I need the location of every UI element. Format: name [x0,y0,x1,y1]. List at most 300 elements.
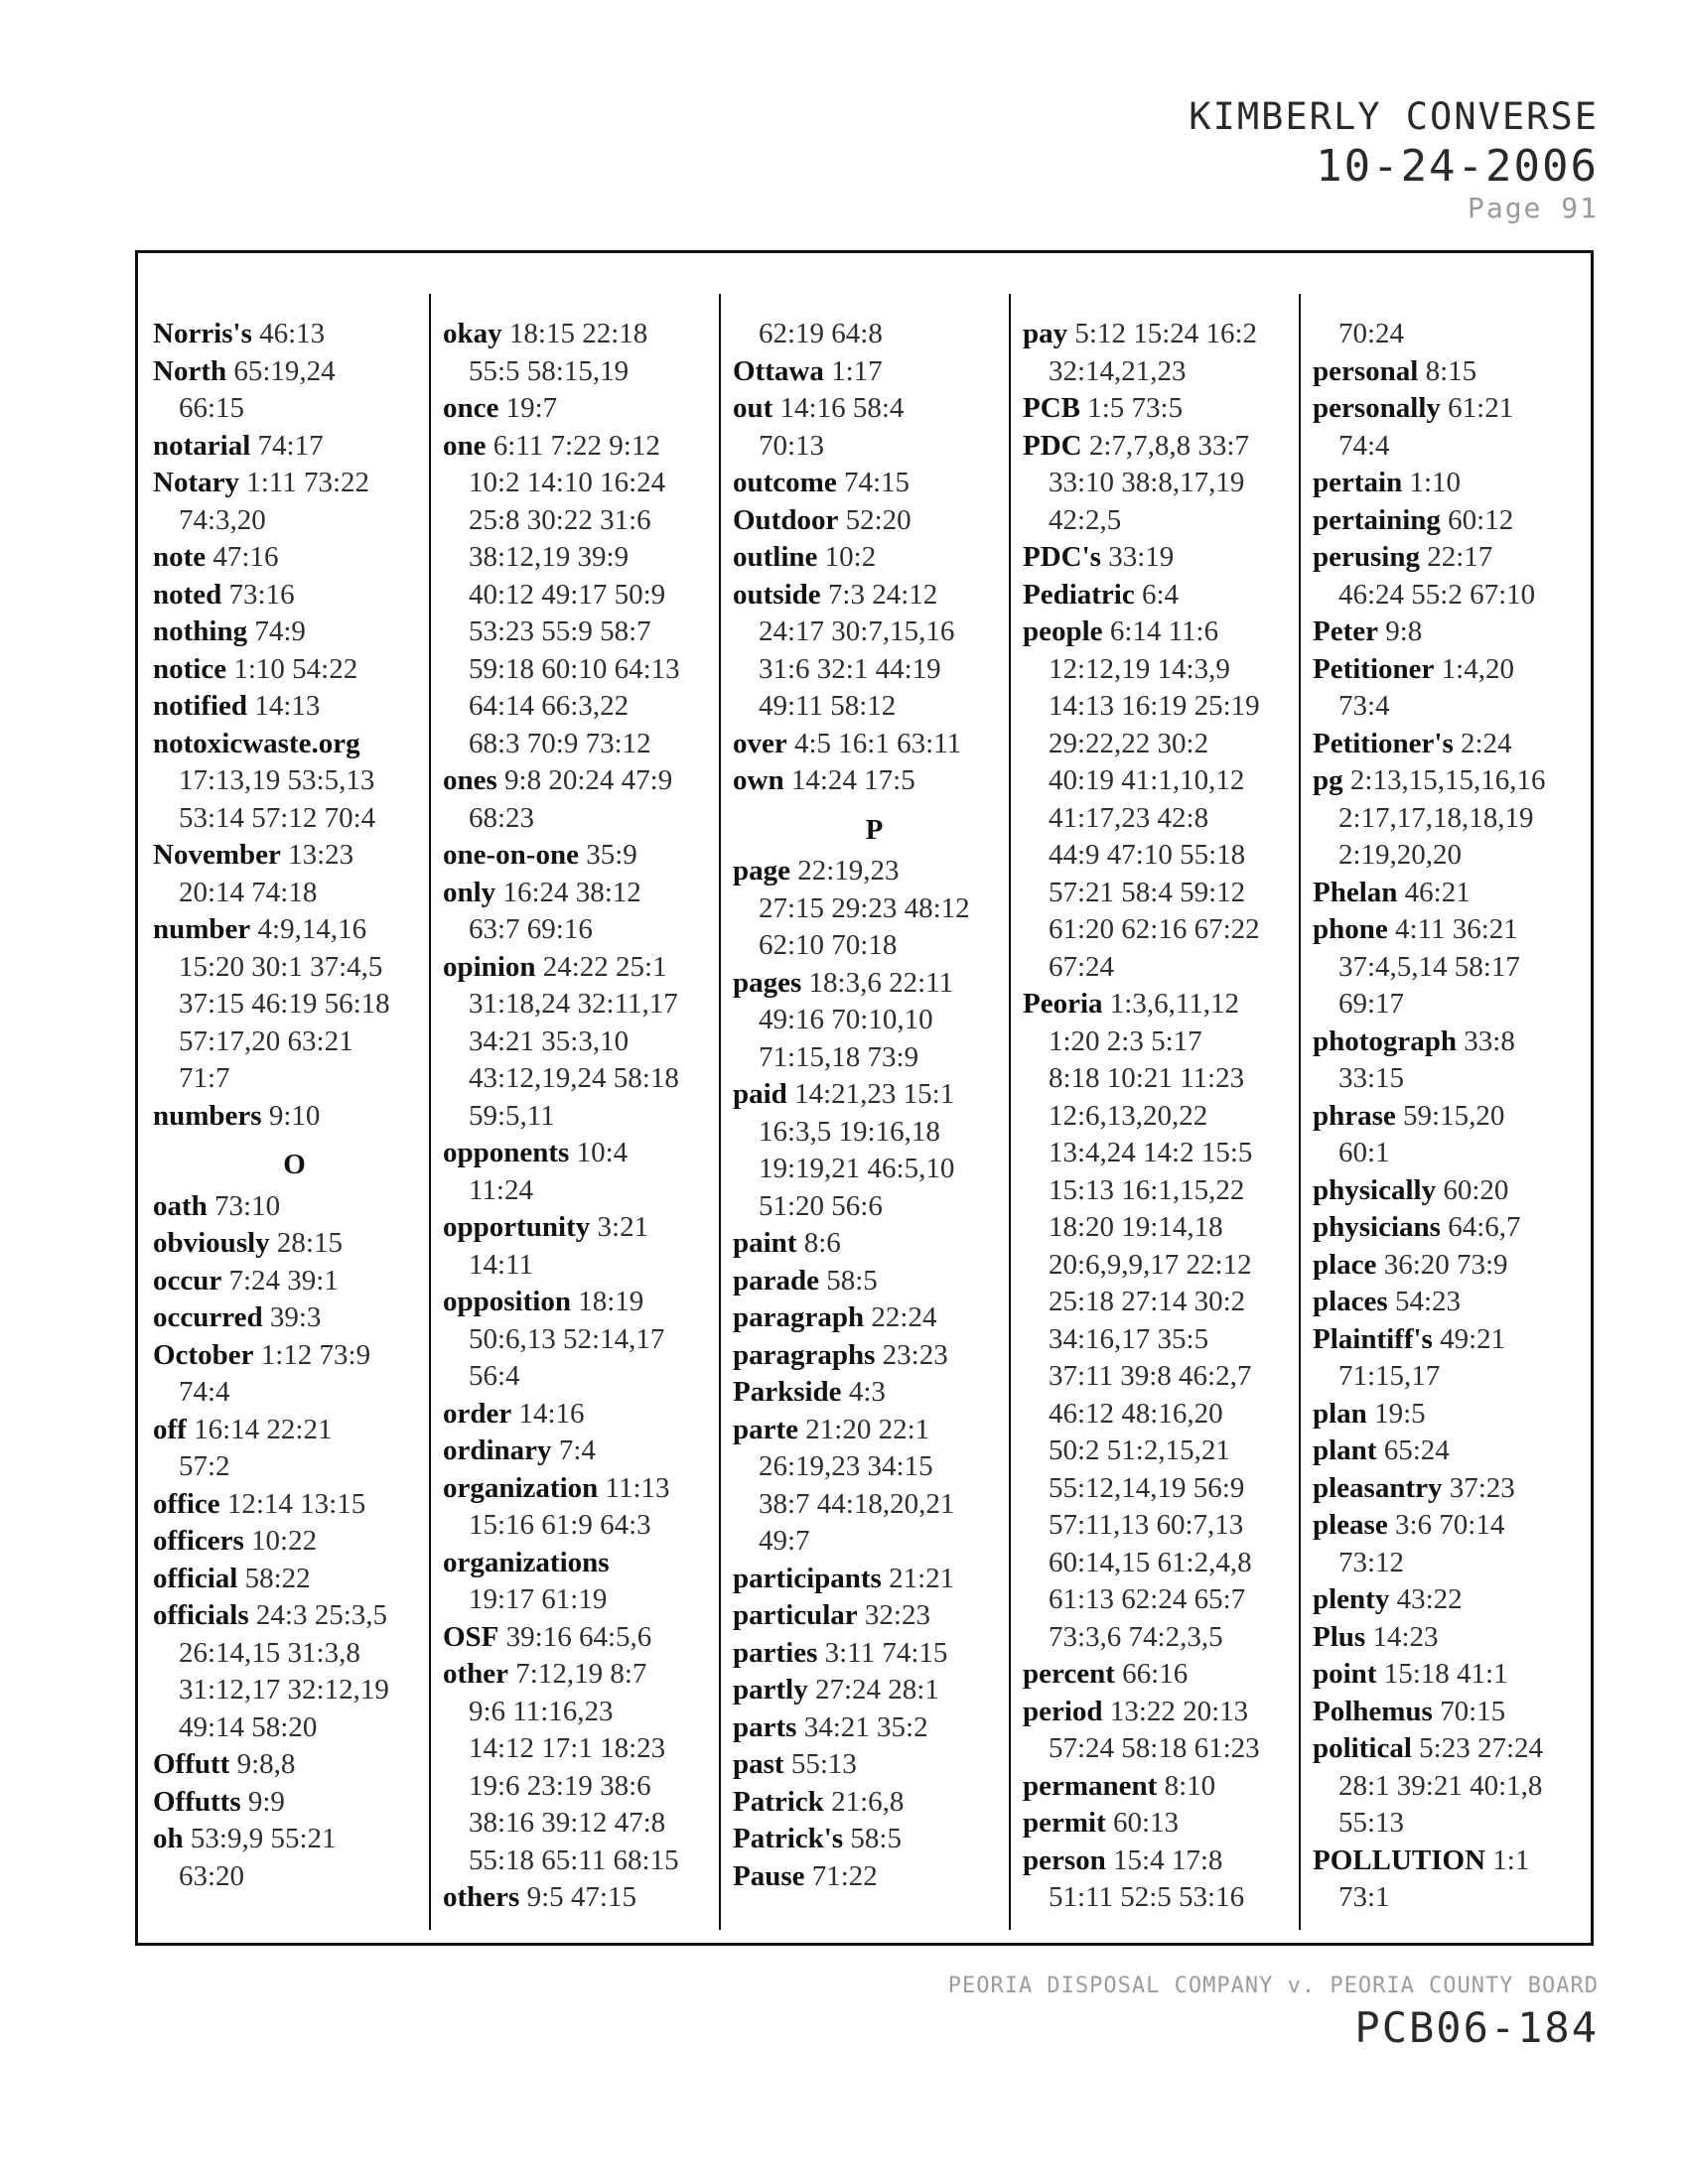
page-line-refs: 32:14,21,23 [1049,354,1187,387]
index-entry [153,316,436,353]
index-entry-continuation [153,1060,436,1098]
page-line-refs: 10:2 14:10 16:24 [469,467,666,498]
index-entry [1313,465,1596,502]
page-line-refs: 34:16,17 35:5 [1049,1322,1209,1355]
index-term: Notary [153,467,239,498]
page-line-refs: 53:14 57:12 70:4 [179,801,376,834]
page-line-refs: 56:4 [469,1360,520,1392]
index-entry-continuation [1313,1135,1596,1172]
page-line-refs: 2:19,20,20 [1338,839,1463,871]
page-number: Page 91 [1467,192,1599,224]
page-line-refs: 1:12 73:9 [260,1338,371,1371]
page-line-refs: 74:17 [257,429,324,462]
index-entry [443,837,726,875]
index-entry-continuation [1023,465,1306,502]
index-entry-continuation [1023,1060,1306,1098]
page-line-refs: 31:18,24 32:11,17 [469,988,678,1020]
page-line-refs: 12:12,19 14:3,9 [1049,652,1230,685]
page-line-refs: 53:9,9 55:21 [190,1823,337,1854]
index-entry [733,1412,1016,1449]
index-term: Pediatric [1023,578,1135,611]
page-line-refs: 49:11 58:12 [759,690,897,722]
page-line-refs: 17:13,19 53:5,13 [179,764,375,796]
index-term: Pause [733,1859,805,1892]
page-line-refs: 35:9 [586,839,637,871]
page-line-refs: 12:6,13,20,22 [1049,1099,1208,1132]
index-entry [153,1188,436,1226]
index-entry-continuation [1023,353,1306,391]
index-entry-continuation [1313,1805,1596,1843]
index-term: pertain [1313,467,1403,498]
index-term: paint [733,1227,797,1259]
page-line-refs: 1:11 73:22 [246,467,370,498]
index-entry-continuation [733,1486,1016,1524]
index-term: Offutt [153,1748,230,1780]
index-term: one [443,429,487,462]
page-line-refs: 21:21 [889,1562,955,1594]
index-entry-continuation [443,1694,726,1731]
page-line-refs: 24:3 25:3,5 [255,1599,388,1631]
page-line-refs: 20:14 74:18 [179,876,318,908]
page-line-refs: 43:12,19,24 58:18 [469,1062,679,1094]
index-entry [733,1858,1016,1896]
index-entry-continuation [443,465,726,502]
index-term: people [1023,615,1103,647]
index-entry [1023,1805,1306,1843]
index-column-4 [1023,316,1306,1917]
page-line-refs: 74:3,20 [179,503,266,536]
page-line-refs: 73:12 [1338,1546,1405,1578]
index-entry-continuation [443,726,726,763]
page-line-refs: 74:15 [843,467,910,498]
index-entry-continuation [443,1805,726,1843]
page-line-refs: 38:7 44:18,20,21 [759,1487,955,1520]
index-term: paragraph [733,1301,865,1333]
index-term: plan [1313,1397,1367,1430]
index-term: Phelan [1313,876,1398,908]
page-line-refs: 8:18 10:21 11:23 [1049,1062,1245,1094]
index-term: other [443,1658,509,1690]
index-term: opposition [443,1286,571,1317]
page-line-refs: 53:23 55:9 58:7 [469,615,651,647]
index-entry [153,614,436,651]
index-entry [1313,1209,1596,1247]
index-entry-continuation [1313,1879,1596,1917]
index-entry [153,1337,436,1375]
page-line-refs: 9:8 [1385,615,1423,647]
page-line-refs: 46:24 55:2 67:10 [1338,578,1536,611]
index-entry-continuation [1023,1321,1306,1359]
index-entry-continuation [1023,1507,1306,1545]
index-entry-continuation [1313,1545,1596,1582]
index-entry [153,465,436,502]
case-number: PCB06-184 [1354,2003,1599,2052]
index-entry-continuation [1313,577,1596,614]
index-term: oh [153,1823,184,1854]
page-line-refs: 1:1 [1492,1843,1530,1876]
index-entry-continuation [443,1321,726,1359]
page-line-refs: 19:6 23:19 38:6 [469,1769,651,1802]
index-entry [443,1433,726,1470]
index-entry-continuation [1023,1879,1306,1917]
index-term: officials [153,1599,249,1631]
page-line-refs: 42:2,5 [1049,503,1122,536]
page-line-refs: 15:4 17:8 [1113,1843,1223,1876]
index-entry-continuation [1023,1730,1306,1768]
page-line-refs: 3:21 [597,1211,649,1243]
index-entry-continuation [443,1768,726,1806]
index-entry [1313,1284,1596,1321]
index-entry [1313,1396,1596,1433]
index-entry-continuation [153,390,436,428]
index-term: person [1023,1843,1106,1876]
index-term: physicians [1313,1211,1441,1243]
page-line-refs: 58:5 [826,1264,878,1297]
index-term: PDC [1023,429,1082,462]
page-line-refs: 40:12 49:17 50:9 [469,578,666,611]
index-entry [443,1396,726,1433]
index-entry-continuation [1023,688,1306,726]
page-line-refs: 61:20 62:16 67:22 [1049,913,1260,945]
page-line-refs: 24:17 30:7,15,16 [759,615,955,647]
index-entry [1313,1656,1596,1694]
index-term: Petitioner [1313,652,1435,685]
index-entry-continuation [153,1374,436,1412]
index-term: October [153,1338,254,1371]
page-line-refs: 69:17 [1338,988,1405,1020]
index-entry-continuation [1023,911,1306,949]
index-entry [1313,651,1596,689]
index-entry [1023,1843,1306,1880]
page-line-refs: 39:16 64:5,6 [505,1620,652,1653]
index-entry [1313,502,1596,540]
index-term: Outdoor [733,503,839,536]
index-term: notoxicwaste.org [153,727,360,759]
page-line-refs: 50:2 51:2,15,21 [1049,1434,1230,1466]
page-line-refs: 37:15 46:19 56:18 [179,988,390,1020]
index-entry [1313,762,1596,800]
index-entry [153,1263,436,1300]
page-line-refs: 55:12,14,19 56:9 [1049,1471,1245,1504]
index-entry [1313,1433,1596,1470]
index-entry [733,577,1016,614]
index-entry [1023,577,1306,614]
page-line-refs: 8:6 [803,1227,841,1259]
index-entry-continuation [1023,1284,1306,1321]
page-line-refs: 33:19 [1108,541,1175,573]
page-line-refs: 63:7 69:16 [469,913,593,945]
index-term: pertaining [1313,503,1441,536]
index-entry [153,1225,436,1263]
index-entry [1313,875,1596,912]
index-entry-continuation [443,1172,726,1210]
page-line-refs: 74:4 [179,1376,230,1408]
index-entry-continuation [1023,1024,1306,1061]
index-term: Patrick's [733,1823,844,1854]
index-entry [733,1225,1016,1263]
index-term: paid [733,1078,787,1110]
index-term: outline [733,541,818,573]
page-line-refs: 52:20 [845,503,912,536]
page-line-refs: 4:3 [848,1376,886,1408]
index-entry [1023,316,1306,353]
page-line-refs: 9:6 11:16,23 [469,1695,614,1727]
index-entry [733,465,1016,502]
index-entry [153,1784,436,1822]
page-line-refs: 34:21 35:2 [803,1710,928,1743]
index-entry [1313,911,1596,949]
index-term: okay [443,318,502,349]
index-entry-continuation [1313,837,1596,875]
index-term: off [153,1413,187,1445]
page-line-refs: 34:21 35:3,10 [469,1024,630,1057]
index-term: organization [443,1471,599,1504]
page-line-refs: 18:3,6 22:11 [808,966,954,999]
page-line-refs: 9:9 [247,1785,285,1818]
page-line-refs: 7:4 [558,1434,596,1466]
index-entry-continuation [153,986,436,1024]
page-line-refs: 38:12,19 39:9 [469,541,630,573]
page-line-refs: 59:5,11 [469,1099,555,1132]
index-entry-continuation [1023,800,1306,838]
page-line-refs: 38:16 39:12 47:8 [469,1807,666,1839]
index-entry-continuation [1023,726,1306,763]
index-entry-continuation [443,1024,726,1061]
index-term: number [153,913,251,945]
index-term: outcome [733,467,837,498]
index-term: Norris's [153,318,252,349]
index-entry [1313,353,1596,391]
page-line-refs: 43:22 [1396,1583,1463,1615]
index-term: perusing [1313,541,1420,573]
index-entry [443,1470,726,1508]
index-section-letter: O [283,1149,306,1180]
index-entry [733,1746,1016,1784]
index-entry-continuation [443,1507,726,1545]
index-entry [1313,1098,1596,1136]
index-entry-continuation [1023,1098,1306,1136]
page-line-refs: 60:20 [1443,1173,1509,1206]
index-entry [733,1709,1016,1747]
index-entry [153,1523,436,1561]
index-entry-continuation [1023,1396,1306,1433]
index-term: own [733,764,784,796]
index-column-2 [443,316,726,1917]
index-entry [733,539,1016,577]
index-term: participants [733,1562,882,1594]
index-entry-continuation [153,800,436,838]
index-term: plenty [1313,1583,1390,1615]
page-line-refs: 61:13 62:24 65:7 [1049,1583,1246,1615]
index-entry-continuation [443,1247,726,1285]
page-line-refs: 44:9 47:10 55:18 [1049,839,1246,871]
index-entry-continuation [1023,837,1306,875]
index-term: permit [1023,1807,1106,1839]
deposition-date: 10-24-2006 [1316,141,1599,192]
index-entry-continuation [733,927,1016,965]
page-line-refs: 14:12 17:1 18:23 [469,1732,666,1764]
page-line-refs: 11:13 [605,1471,670,1504]
page-line-refs: 32:23 [864,1599,930,1631]
index-entry-continuation [1313,688,1596,726]
index-entry [733,1597,1016,1635]
index-entry [733,353,1016,391]
index-entry [733,1337,1016,1375]
index-entry-continuation [1023,949,1306,987]
index-term: Polhemus [1313,1695,1433,1727]
index-term: personal [1313,354,1419,387]
page-line-refs: 1:17 [831,354,883,387]
page-line-refs: 27:24 28:1 [814,1674,939,1706]
index-entry-continuation [153,1709,436,1747]
index-entry [1023,614,1306,651]
index-entry-continuation [443,1843,726,1880]
index-entry-continuation [443,353,726,391]
index-term: Peter [1313,615,1378,647]
page-line-refs: 10:4 [576,1137,629,1168]
page-line-refs: 60:1 [1338,1137,1390,1168]
index-entry [1313,1619,1596,1657]
page-line-refs: 2:24 [1460,727,1512,759]
index-entry-continuation [153,1672,436,1709]
index-entry [443,1284,726,1321]
page-line-refs: 4:5 16:1 63:11 [794,727,962,759]
index-entry [443,762,726,800]
page-line-refs: 50:6,13 52:14,17 [469,1322,665,1355]
index-term: page [733,855,790,887]
index-entry [733,390,1016,428]
page-line-refs: 4:11 36:21 [1395,913,1518,945]
index-entry-continuation [1313,428,1596,466]
index-term: percent [1023,1658,1115,1690]
page-line-refs: 1:3,6,11,12 [1109,988,1239,1020]
page-line-refs: 14:11 [469,1248,533,1281]
page-line-refs: 6:11 7:22 9:12 [492,429,660,462]
page-line-refs: 16:3,5 19:16,18 [759,1115,940,1148]
index-term: POLLUTION [1313,1843,1486,1876]
index-entry-continuation [733,688,1016,726]
index-term: order [443,1397,512,1430]
page-line-refs: 58:5 [850,1823,902,1854]
index-term: period [1023,1695,1103,1727]
index-entry-continuation [1313,1768,1596,1806]
page-line-refs: 15:18 41:1 [1383,1658,1508,1690]
page-line-refs: 8:10 [1164,1769,1216,1802]
page-line-refs: 14:13 16:19 25:19 [1049,690,1260,722]
index-term: notarial [153,429,251,462]
page-line-refs: 1:20 2:3 5:17 [1049,1024,1202,1057]
index-entry [1313,1470,1596,1508]
page-line-refs: 15:13 16:1,15,22 [1049,1173,1245,1206]
page-line-refs: 37:4,5,14 58:17 [1338,950,1520,983]
page-line-refs: 57:17,20 63:21 [179,1024,353,1057]
index-term: personally [1313,392,1441,424]
page-line-refs: 9:5 47:15 [526,1881,636,1913]
index-term: phrase [1313,1099,1396,1132]
index-term: out [733,392,773,424]
page-line-refs: 60:13 [1113,1807,1180,1839]
page-line-refs: 55:18 65:11 68:15 [469,1843,679,1876]
index-entry-continuation [1023,1545,1306,1582]
page-line-refs: 57:2 [179,1450,230,1482]
index-term: partly [733,1674,808,1706]
index-term: occurred [153,1301,263,1333]
index-term: notice [153,652,227,685]
page-line-refs: 37:23 [1449,1471,1515,1504]
index-term: Patrick [733,1785,824,1818]
page-line-refs: 54:23 [1394,1286,1462,1317]
page-line-refs: 18:19 [578,1286,644,1317]
index-entry [1313,614,1596,651]
page-line-refs: 39:3 [269,1301,322,1333]
index-entry [1313,390,1596,428]
index-entry [153,1561,436,1598]
index-term: Plaintiff's [1313,1322,1433,1355]
page-line-refs: 10:2 [824,541,877,573]
index-term: November [153,839,281,871]
index-term: PDC's [1023,541,1101,573]
index-entry [153,688,436,726]
index-entry-continuation [443,1060,726,1098]
page-line-refs: 15:16 61:9 64:3 [469,1509,651,1541]
index-entry [153,726,436,763]
index-entry-continuation [1313,986,1596,1024]
index-entry [443,390,726,428]
page-line-refs: 64:14 66:3,22 [469,690,630,722]
index-entry [1313,1024,1596,1061]
page-line-refs: 73:4 [1338,690,1390,722]
index-entry [153,911,436,949]
page-line-refs: 74:4 [1338,429,1390,462]
index-entry [1313,726,1596,763]
index-entry-continuation [733,890,1016,928]
page-line-refs: 55:13 [790,1748,857,1780]
page-line-refs: 22:19,23 [797,855,900,887]
page-line-refs: 71:7 [179,1062,230,1094]
page-line-refs: 73:3,6 74:2,3,5 [1049,1620,1223,1653]
index-entry [443,1879,726,1917]
page-line-refs: 13:4,24 14:2 15:5 [1049,1137,1253,1168]
index-entry-continuation [153,1024,436,1061]
index-entry [733,853,1016,890]
index-entry-continuation [443,577,726,614]
index-entry-continuation [1023,1247,1306,1285]
index-term: Plus [1313,1620,1366,1653]
page-line-refs: 68:3 70:9 73:12 [469,727,651,759]
index-entry [153,353,436,391]
page-line-refs: 9:10 [268,1099,321,1132]
page-line-refs: 66:16 [1122,1658,1189,1690]
index-term: photograph [1313,1024,1458,1057]
index-term: office [153,1487,220,1520]
index-term: notified [153,690,248,722]
page-line-refs: 18:20 19:14,18 [1049,1211,1223,1243]
index-term: numbers [153,1099,262,1132]
page-line-refs: 24:22 25:1 [542,950,667,983]
index-entry-continuation [1023,875,1306,912]
page-line-refs: 6:14 11:6 [1109,615,1219,647]
index-term: one-on-one [443,839,579,871]
index-entry [153,428,436,466]
page-line-refs: 21:6,8 [831,1785,905,1818]
index-section-letter: P [865,813,884,846]
page-line-refs: 15:20 30:1 37:4,5 [179,950,383,983]
page-line-refs: 46:12 48:16,20 [1049,1397,1223,1430]
index-term: places [1313,1286,1388,1317]
index-entry-continuation [443,502,726,540]
page-line-refs: 1:10 54:22 [233,652,358,685]
page-line-refs: 7:24 39:1 [228,1264,339,1297]
